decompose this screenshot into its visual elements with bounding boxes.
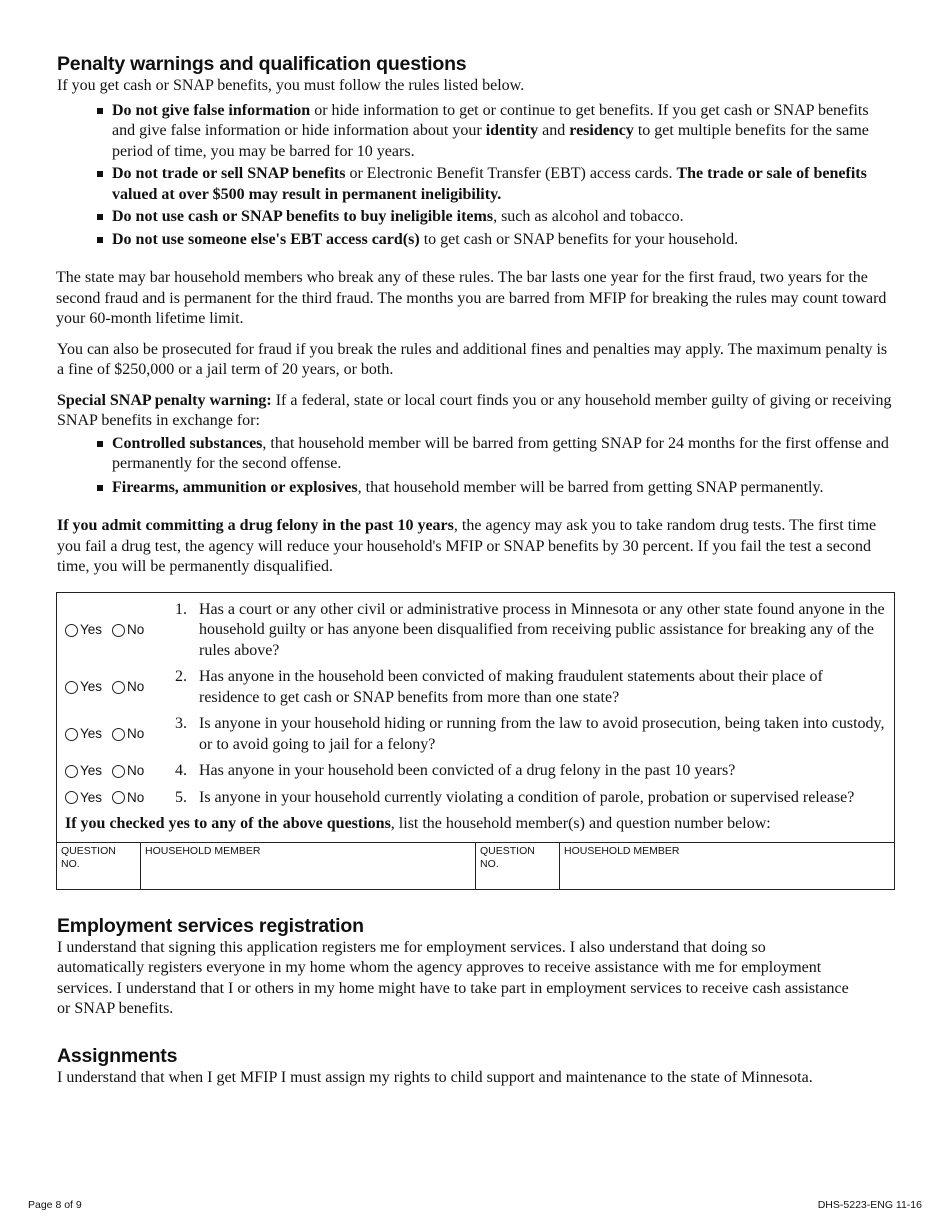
- special-warning-text: If a federal, state or local court finds you or any household member guilty of giving or receiving SNAP benefits in exchange for:: [57, 391, 892, 429]
- employment-text: I understand that signing this application registers me for employment services. I also understand that doing so automatically registers everyone in my home whom the agency approves to receive assistance with me for employment services. I understand that I or others in my home might have to take part in employment services to receive cash assistance or SNAP benefits.: [57, 938, 849, 1017]
- radio-circle-icon: [65, 791, 78, 804]
- no-radio[interactable]: [112, 600, 144, 662]
- question-row: [57, 667, 894, 708]
- rule-segment: Do not use cash or SNAP benefits to buy ineligible items: [112, 208, 494, 225]
- rules-list: [57, 101, 895, 251]
- question-no-header: QUESTION NO.: [61, 844, 116, 870]
- special-item: [57, 434, 895, 475]
- rule-segment: Do not trade or sell SNAP benefits: [112, 165, 346, 182]
- radio-circle-icon: [112, 728, 125, 741]
- special-warning: [57, 391, 895, 432]
- yes-radio[interactable]: [65, 788, 102, 809]
- question-row: [57, 788, 894, 809]
- checked-yes-text: , list the household member(s) and question number below:: [390, 815, 771, 832]
- household-member-cell[interactable]: [560, 843, 894, 889]
- form-id: DHS-5223-ENG 11-16: [817, 1199, 922, 1211]
- rule-segment: or hide information to get or continue to get benefits. If you get cash or SNAP benefits and give false information or hide information about your: [112, 101, 869, 139]
- penalty-heading: Penalty warnings and qualification questions: [57, 53, 467, 75]
- question-row: [57, 761, 894, 782]
- radio-circle-icon: [65, 765, 78, 778]
- yes-label: Yes: [80, 726, 103, 742]
- yes-no-group: [65, 761, 175, 782]
- special-list: [57, 434, 895, 499]
- prosecute-paragraph: You can also be prosecuted for fraud if you break the rules and additional fines and penalties may apply. The maximum penalty is a fine of $250,000 or a jail term of 20 years, or both.: [57, 340, 888, 378]
- rule-item: [57, 101, 895, 163]
- yes-radio[interactable]: [65, 714, 102, 755]
- page-content: [57, 52, 895, 1088]
- question-text: Has anyone in your household been convicted of a drug felony in the past 10 years?: [199, 762, 736, 779]
- radio-circle-icon: [112, 791, 125, 804]
- special-item: [57, 478, 895, 499]
- radio-circle-icon: [112, 765, 125, 778]
- rule-item: [57, 230, 895, 251]
- question-number: 1.: [175, 600, 187, 618]
- no-radio[interactable]: [112, 761, 144, 782]
- drug-text: , the agency may ask you to take random drug tests. The first time you fail a drug test, the agency will reduce your household's MFIP or SNAP benefits by 30 percent. If you fail the test a second time, you will be permanently disqualified.: [57, 517, 877, 575]
- no-label: No: [127, 679, 145, 695]
- question-number: 2.: [175, 668, 187, 685]
- question-no-header: QUESTION NO.: [480, 844, 535, 870]
- no-radio[interactable]: [112, 714, 144, 755]
- yes-no-group: [65, 714, 175, 755]
- rule-segment: , such as alcohol and tobacco.: [493, 208, 684, 225]
- no-label: No: [127, 622, 145, 637]
- yes-radio[interactable]: [65, 600, 102, 662]
- no-radio[interactable]: [112, 667, 144, 708]
- question-number: 5.: [175, 788, 187, 806]
- question-text: Has a court or any other civil or administrative process in Minnesota or any other state found anyone in the household guilty or has anyone been disqualified from receiving public assistance for breaking any of the rules above?: [199, 600, 885, 659]
- yes-label: Yes: [80, 763, 103, 778]
- special-segment: , that household member will be barred from getting SNAP permanently.: [357, 478, 824, 496]
- rule-segment: Do not give false information: [112, 101, 311, 119]
- yes-no-group: [65, 788, 175, 809]
- assignments-text: I understand that when I get MFIP I must assign my rights to child support and maintenance to the state of Minnesota.: [57, 1068, 813, 1086]
- yes-no-group: [65, 600, 175, 662]
- checked-yes-instruction: [57, 814, 894, 835]
- question-number: 3.: [175, 715, 187, 732]
- question-no-cell[interactable]: [57, 843, 141, 889]
- page-number: Page 8 of 9: [28, 1199, 82, 1211]
- question-row: [57, 600, 894, 662]
- rule-segment: residency: [569, 122, 634, 139]
- rule-item: [57, 207, 895, 228]
- checked-yes-label: If you checked yes to any of the above questions: [65, 815, 391, 832]
- bar-paragraph: The state may bar household members who break any of these rules. The bar lasts one year for the first fraud, two years for the second fraud and is permanent for the third fraud. The months you are barred from MFIP for breaking the rules may count toward your 60-month lifetime limit.: [56, 269, 887, 327]
- special-segment: , that household member will be barred from getting SNAP for 24 months for the first offense and permanently for the second offense.: [112, 434, 889, 472]
- question-row: [57, 714, 894, 755]
- yes-no-group: [65, 667, 175, 708]
- special-segment: Controlled substances: [112, 434, 263, 452]
- rule-segment: or Electronic Benefit Transfer (EBT) access cards.: [345, 165, 677, 182]
- question-text: Is anyone in your household hiding or running from the law to avoid prosecution, being taken into custody, or to avoid going to jail for a felony?: [199, 715, 885, 753]
- household-member-table: [57, 842, 894, 889]
- employment-heading: Employment services registration: [57, 914, 364, 937]
- radio-circle-icon: [65, 728, 78, 741]
- rule-segment: Do not use someone else's EBT access card(s): [112, 230, 420, 248]
- household-member-header: HOUSEHOLD MEMBER: [145, 844, 261, 857]
- rule-segment: identity: [485, 122, 539, 139]
- question-no-cell[interactable]: [476, 843, 560, 889]
- special-segment: Firearms, ammunition or explosives: [112, 478, 358, 496]
- question-text: Is anyone in your household currently violating a condition of parole, probation or supervised release?: [199, 788, 855, 806]
- yes-radio[interactable]: [65, 667, 102, 708]
- rule-segment: The trade or sale of benefits valued at over $500 may result in permanent ineligibility.: [112, 165, 867, 203]
- question-number: 4.: [175, 762, 187, 779]
- rule-segment: and: [538, 122, 570, 139]
- rule-item: [57, 164, 895, 205]
- assignments-heading: Assignments: [57, 1044, 178, 1067]
- radio-circle-icon: [65, 681, 78, 694]
- drug-label: If you admit committing a drug felony in the past 10 years: [57, 517, 454, 534]
- no-radio[interactable]: [112, 788, 144, 809]
- radio-circle-icon: [65, 624, 78, 637]
- household-member-header: HOUSEHOLD MEMBER: [564, 844, 680, 857]
- rule-segment: to get multiple benefits for the same period of time, you may be barred for 10 years.: [112, 122, 869, 160]
- yes-label: Yes: [80, 679, 103, 695]
- special-warning-label: Special SNAP penalty warning:: [57, 391, 272, 409]
- radio-circle-icon: [112, 681, 125, 694]
- no-label: No: [127, 726, 145, 742]
- yes-label: Yes: [80, 789, 103, 805]
- qualification-questions-box: [56, 592, 895, 890]
- yes-radio[interactable]: [65, 761, 102, 782]
- penalty-intro: If you get cash or SNAP benefits, you must follow the rules listed below.: [57, 77, 525, 94]
- household-member-cell[interactable]: [141, 843, 476, 889]
- rule-segment: to get cash or SNAP benefits for your household.: [419, 230, 739, 248]
- no-label: No: [127, 763, 145, 778]
- yes-label: Yes: [80, 622, 103, 637]
- drug-paragraph: [57, 516, 895, 578]
- no-label: No: [127, 789, 145, 805]
- question-text: Has anyone in the household been convicted of making fraudulent statements about their place of residence to get cash or SNAP benefits from more than one state?: [199, 668, 823, 706]
- radio-circle-icon: [112, 624, 125, 637]
